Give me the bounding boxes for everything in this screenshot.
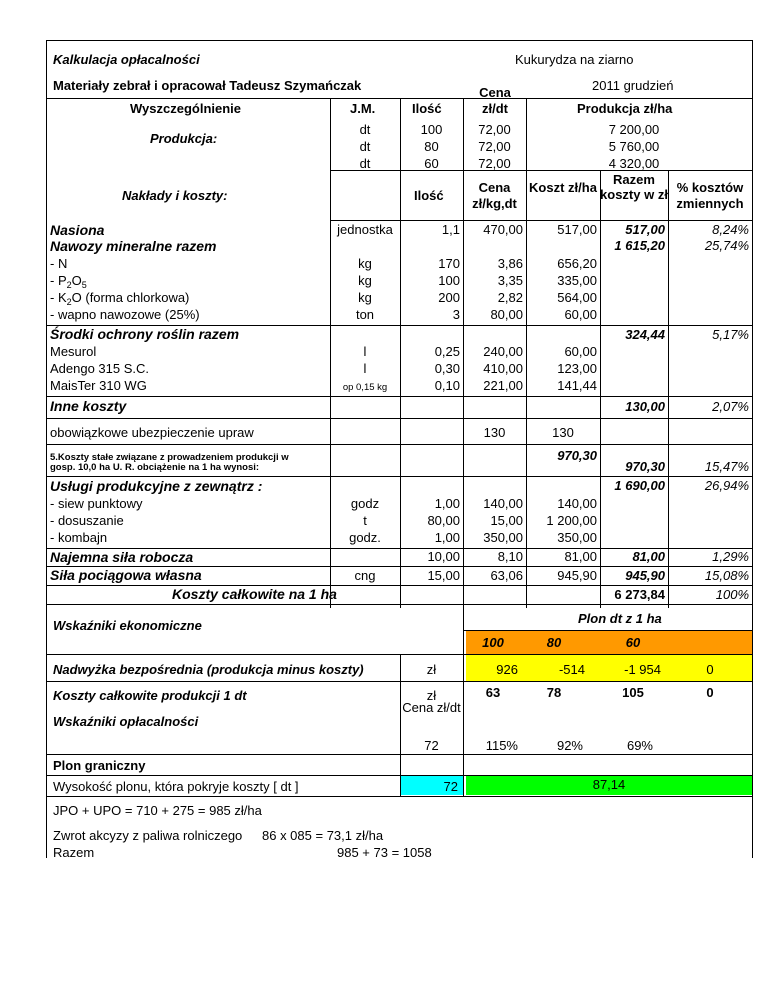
cost-per-dt-80: 78 xyxy=(546,685,562,700)
srodki-label: Środki ochrony roślin razem xyxy=(50,326,240,342)
note-jpo: JPO + UPO = 710 + 275 = 985 zł/ha xyxy=(53,803,262,818)
profitability-label: Wskaźniki opłacalności xyxy=(53,714,199,729)
pest-cost: 141,44 xyxy=(557,378,597,393)
service-price: 350,00 xyxy=(483,530,523,545)
traction-total: 945,90 xyxy=(625,568,665,583)
pest-qty: 0,25 xyxy=(434,344,460,359)
uslugi-label: Usługi produkcyjne z zewnątrz : xyxy=(50,478,263,494)
fert-qty: 200 xyxy=(438,290,460,305)
surplus-unit: zł xyxy=(426,662,437,677)
pest-qty: 0,30 xyxy=(434,361,460,376)
fert-price: 2,82 xyxy=(497,290,523,305)
header-pct-var: % kosztów zmiennych xyxy=(676,180,744,211)
surplus-limit: 0 xyxy=(706,662,714,677)
total-pct: 100% xyxy=(715,587,749,602)
fert-cost: 656,20 xyxy=(557,256,597,271)
uslugi-pct: 26,94% xyxy=(704,478,749,493)
fixed-pct: 15,47% xyxy=(704,459,749,474)
cost-per-dt-100: 63 xyxy=(485,685,501,700)
prod-unit: dt xyxy=(359,156,371,171)
nasiona-qty: 1,1 xyxy=(441,222,460,237)
inne-total: 130,00 xyxy=(625,399,665,414)
prod-qty: 60 xyxy=(424,156,439,171)
pest-unit: l xyxy=(363,344,367,359)
pest-label: Mesurol xyxy=(50,344,97,359)
prod-value: 7 200,00 xyxy=(608,122,660,137)
nasiona-label: Nasiona xyxy=(50,222,105,238)
traction-pct: 15,08% xyxy=(704,568,749,583)
fixed-label-2: gosp. 10,0 ha U. R. obciążenie na 1 ha wynosi: xyxy=(50,462,260,473)
fert-cost: 60,00 xyxy=(564,307,597,322)
fert-unit: kg xyxy=(358,273,372,288)
note-sum-label: Razem xyxy=(53,845,95,860)
fixed-cost: 970,30 xyxy=(557,448,597,463)
service-price: 15,00 xyxy=(490,513,523,528)
nasiona-cost: 517,00 xyxy=(557,222,597,237)
pest-qty: 0,10 xyxy=(434,378,460,393)
traction-cost: 945,90 xyxy=(557,568,597,583)
prod-value: 4 320,00 xyxy=(608,156,660,171)
uslugi-total: 1 690,00 xyxy=(614,478,665,493)
author-line: Materiały zebrał i opracował Tadeusz Szymańczak xyxy=(53,78,362,93)
service-cost: 1 200,00 xyxy=(546,513,597,528)
nasiona-price: 470,00 xyxy=(483,222,523,237)
costs-label: Nakłady i koszty: xyxy=(122,188,228,203)
profitability-80: 92% xyxy=(556,738,583,753)
profitability-60: 69% xyxy=(626,738,653,753)
break-even-label: Wysokość plonu, która pokryje koszty [ dt ] xyxy=(53,779,299,794)
service-qty: 1,00 xyxy=(434,530,460,545)
pest-price: 410,00 xyxy=(483,361,523,376)
pest-cost: 123,00 xyxy=(557,361,597,376)
date-line: 2011 grudzień xyxy=(592,78,674,93)
header-price: Cena zł/dt xyxy=(479,85,511,116)
fert-p-label: - $P_2O_5$ xyxy=(50,273,87,290)
fert-n-label: - N xyxy=(50,256,68,271)
service-unit: godz. xyxy=(349,530,381,545)
nawozy-label: Nawozy mineralne razem xyxy=(50,238,217,254)
srodki-total: 324,44 xyxy=(625,327,665,342)
labor-label: Najemna siła robocza xyxy=(50,549,194,565)
service-cost: 140,00 xyxy=(557,496,597,511)
inne-label: Inne koszty xyxy=(50,398,127,414)
inne-pct: 2,07% xyxy=(712,399,749,414)
service-label: - dosuszanie xyxy=(50,513,124,528)
traction-price: 63,06 xyxy=(490,568,523,583)
profitability-price-label: Cena zł/dt xyxy=(402,700,461,715)
pest-unit: l xyxy=(363,361,367,376)
labor-qty: 10,00 xyxy=(427,549,460,564)
nasiona-pct: 8,24% xyxy=(712,222,749,237)
header-qty: Ilość xyxy=(412,101,442,116)
fert-qty: 100 xyxy=(438,273,460,288)
fert-qty: 170 xyxy=(438,256,460,271)
labor-price: 8,10 xyxy=(497,549,523,564)
crop-name: Kukurydza na ziarno xyxy=(515,52,634,67)
header-production: Produkcja zł/ha xyxy=(577,101,673,116)
fixed-label-1: 5.Koszty stałe związane z prowadzeniem produkcji w xyxy=(50,452,289,463)
labor-total: 81,00 xyxy=(632,549,665,564)
prod-unit: dt xyxy=(359,122,371,137)
insurance-price: 130 xyxy=(483,425,506,440)
cost-per-dt-label: Koszty całkowite produkcji 1 dt xyxy=(53,688,247,703)
service-unit: godz xyxy=(350,496,380,511)
indicators-title: Wskaźniki ekonomiczne xyxy=(53,618,202,633)
header-unit: J.M. xyxy=(350,101,376,116)
fert-cost: 335,00 xyxy=(557,273,597,288)
total-value: 6 273,84 xyxy=(614,587,665,602)
nasiona-total: 517,00 xyxy=(625,222,665,237)
srodki-pct: 5,17% xyxy=(712,327,749,342)
insurance-cost: 130 xyxy=(552,425,574,440)
yield-60: 60 xyxy=(625,635,641,650)
prod-value: 5 760,00 xyxy=(608,139,660,154)
surplus-label: Nadwyżka bezpośrednia (produkcja minus koszty) xyxy=(53,662,364,677)
break-even-title: Plon graniczny xyxy=(53,758,146,773)
traction-label: Siła pociągowa własna xyxy=(50,567,202,583)
surplus-60: -1 954 xyxy=(624,662,661,677)
fert-price: 3,86 xyxy=(497,256,523,271)
prod-price: 72,00 xyxy=(478,156,511,171)
service-unit: t xyxy=(363,513,367,528)
cost-per-dt-limit: 0 xyxy=(706,685,714,700)
cost-per-dt-60: 105 xyxy=(622,685,644,700)
prod-qty: 80 xyxy=(424,139,439,154)
profitability-price: 72 xyxy=(424,738,439,753)
total-label: Koszty całkowite na 1 ha xyxy=(172,586,337,602)
surplus-100: 926 xyxy=(496,662,518,677)
note-excise-label: Zwrot akcyzy z paliwa rolniczego xyxy=(53,828,243,843)
prod-price: 72,00 xyxy=(478,139,511,154)
cost-per-dt-unit: zł xyxy=(426,688,437,703)
fert-k-label: - $K_2O$ (forma chlorkowa) xyxy=(50,290,190,307)
pest-price: 240,00 xyxy=(483,344,523,359)
pest-unit: op 0,15 kg xyxy=(342,382,388,393)
fert-lime-label: - wapno nawozowe (25%) xyxy=(50,307,200,322)
header-price2: Cena zł/kg,dt xyxy=(472,180,517,211)
service-label: - kombajn xyxy=(50,530,108,545)
labor-pct: 1,29% xyxy=(712,549,749,564)
yield-100: 100 xyxy=(482,635,504,650)
nawozy-pct: 25,74% xyxy=(704,238,749,253)
service-qty: 80,00 xyxy=(427,513,460,528)
fert-price: 3,35 xyxy=(497,273,523,288)
header-cost: Koszt zł/ha xyxy=(529,180,597,195)
labor-cost: 81,00 xyxy=(564,549,597,564)
service-cost: 350,00 xyxy=(557,530,597,545)
pest-label: MaisTer 310 WG xyxy=(50,378,147,393)
prod-qty: 100 xyxy=(420,122,443,137)
fert-price: 80,00 xyxy=(490,307,523,322)
fert-unit: ton xyxy=(355,307,375,322)
nawozy-total: 1 615,20 xyxy=(614,238,665,253)
fert-cost: 564,00 xyxy=(557,290,597,305)
note-sum-calc: 985 + 73 = 1058 xyxy=(337,845,432,860)
service-label: - siew punktowy xyxy=(50,496,143,511)
nasiona-unit: jednostka xyxy=(337,222,393,237)
note-excise-calc: 86 x 085 = 73,1 zł/ha xyxy=(262,828,384,843)
fert-unit: kg xyxy=(358,256,372,271)
service-qty: 1,00 xyxy=(434,496,460,511)
yield-title: Plon dt z 1 ha xyxy=(578,611,662,626)
fert-unit: kg xyxy=(358,290,372,305)
break-even-value: 87,14 xyxy=(592,777,626,792)
yield-80: 80 xyxy=(546,635,562,650)
fixed-total: 970,30 xyxy=(625,459,665,474)
pest-price: 221,00 xyxy=(483,378,523,393)
prod-price: 72,00 xyxy=(478,122,511,137)
prod-unit: dt xyxy=(359,139,371,154)
traction-unit: cng xyxy=(354,568,376,583)
insurance-label: obowiązkowe ubezpieczenie upraw xyxy=(50,425,254,440)
production-label: Produkcja: xyxy=(150,131,218,146)
profitability-100: 115% xyxy=(485,738,518,753)
document-title: Kalkulacja opłacalności xyxy=(53,52,200,67)
header-total-var: Razem koszty w zł xyxy=(600,172,668,202)
service-price: 140,00 xyxy=(483,496,523,511)
pest-label: Adengo 315 S.C. xyxy=(50,361,150,376)
fert-qty: 3 xyxy=(452,307,460,322)
header-item: Wyszczególnienie xyxy=(130,101,242,116)
pest-cost: 60,00 xyxy=(564,344,597,359)
surplus-80: -514 xyxy=(558,662,585,677)
header-qty2: Ilość xyxy=(414,188,444,203)
traction-qty: 15,00 xyxy=(427,568,460,583)
break-even-price: 72 xyxy=(443,779,458,794)
